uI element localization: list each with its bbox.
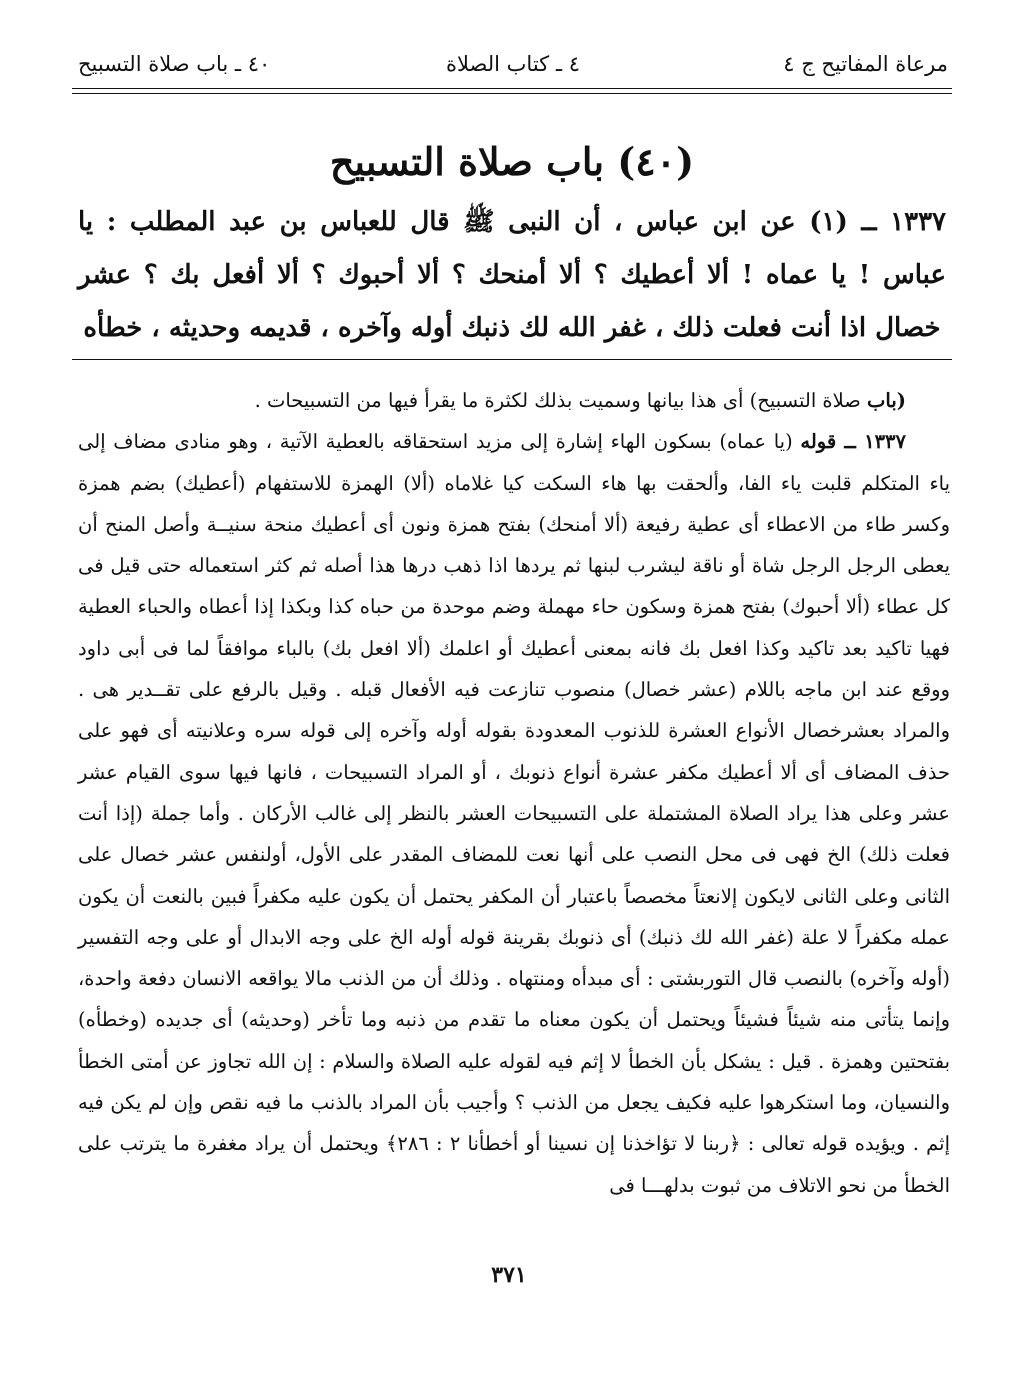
paragraph-lead: ١٣٣٧ ــ قوله [800, 430, 907, 454]
chapter-title: (٤٠) باب صلاة التسبيح [329, 139, 695, 184]
section-label: ٤ ـ كتاب الصلاة [446, 52, 580, 76]
header-rule-top [72, 88, 952, 89]
paragraph-text: (يا عماه) بسكون الهاء إشارة إلى مزيد استحقاقه بالعطية الآتية ، وهو منادى مضاف إلى ياء المتكلم قلبت ياء الفا، وألحقت بها هاء السكت كيا غلاماه (ألا) الهمزة للاستفهام (أعطيك) بضم همزة وكسر طاء من الاعطاء أى عطية رفيعة (ألا أمنحك) بفتح همزة ونون أى أعطيك منحة سنيــة وأصل المنح أن يعطى الرجل الرجل شاة أو ناقة ليشرب لبنها ثم يردها اذا ذهب درها هذا أصله ثم كثر استعماله حتى قيل فى كل عطاء (ألا أحبوك) بفتح همزة وسكون حاء مهملة وضم موحدة من حباه كذا وبكذا إذا أعطاه والحباء العطية فهيا تاكيد بعد تاكيد وكذا افعل بك فانه بمعنى أعطيك أو اعلمك (ألا افعل بك) بالباء موافقاً لما فى أبى داود ووقع عند ابن ماجه باللام (عشر خصال) منصوب تنازعت فيه الأفعال قبله . وقيل بالرفع على تقــدير هى . والمراد بعشرخصال الأنواع العشرة للذنوب المعدودة بقوله أوله وآخره إلى قوله سره وعلانيته أى فهو على حذف المضاف أى ألا أعطيك مكفر عشرة أنواع ذنوبك ، أو المراد التسبيحات ، فانها فيها سوى القيام عشر عشر وعلى هذا يراد الصلاة المشتملة على التسبيحات العشر بالنظر إلى غالب الأركان . وأما جملة (إذا أنت فعلت ذلك) الخ فهى فى محل النصب على أنها نعت للمضاف المقدر على الأول، أولنفس عشر خصال على الثانى وعلى الثانى لايكون إلانعتاً مخصصاً باعتبار أن المكفر يحتمل أن يكون عليه مكفراً فبين بالنعت أن يكون عمله مكفراً لا علة (غفر الله لك ذنبك) أى ذنوبك بقرينة قوله أوله الخ على وجه الابدال أو على وجه التفسير (أوله وآخره) بالنصب قال التوربشتى : أى مبدأه ومنتهاه . وذلك أن من الذنب مالا يواقعه الانسان دفعة واحدة، وإنما يتأتى منه شيئاً فشيئاً ويحتمل أن يكون معناه ما تقدم من ذنبه وما تأخر (وحديثه) أى جديده (وخطأه) بفتحتين وهمزة . قيل : يشكل بأن الخطأ لا إثم فيه لقوله عليه الصلاة والسلام : إن الله تجاوز عن أمتى الخطأ والنسيان، وما استكرهوا عليه فكيف يجعل من الذنب ؟ وأجيب بأن المراد بالذنب ما فيه نقص وإن لم يكن فيه إثم . ويؤيده قوله تعالى : ﴿ربنا لا تؤاخذنا إن نسينا أو أخطأنا ٢ : ٢٨٦﴾ ويحتمل أن يراد مغفرة ما يترتب على الخطأ من نحو الاتلاف من ثبوت بدلهـــا فى [78, 430, 950, 1197]
page-number: ٣٧١ [491, 1262, 527, 1288]
commentary [78, 380, 950, 1206]
chapter-label: ٤٠ ـ باب صلاة التسبيح [78, 52, 271, 76]
section-divider [72, 359, 952, 360]
hadith-text: ١٣٣٧ ــ (١) عن ابن عباس ، أن النبى ﷺ قال للعباس بن عبد المطلب : يا عباس ! يا عماه ! ألا أعطيك ؟ ألا أمنحك ؟ ألا أحبوك ؟ ألا أفعل بك ؟ عشر خصال اذا أنت فعلت ذلك ، غفر الله لك ذنبك أوله وآخره ، قديمه وحديثه ، خطأه [78, 207, 947, 343]
header-rule-bottom [72, 93, 952, 94]
running-head [78, 44, 948, 84]
commentary-paragraph [78, 421, 950, 1206]
book-volume-label: مرعاة المفاتيح ج ٤ [783, 52, 948, 76]
intro-text: صلاة التسبيح) أى هذا بيانها وسميت بذلك لكثرة ما يقرأ فيها من التسبيحات . [254, 389, 861, 412]
commentary-intro [78, 380, 950, 421]
intro-lead: (باب [867, 389, 906, 412]
